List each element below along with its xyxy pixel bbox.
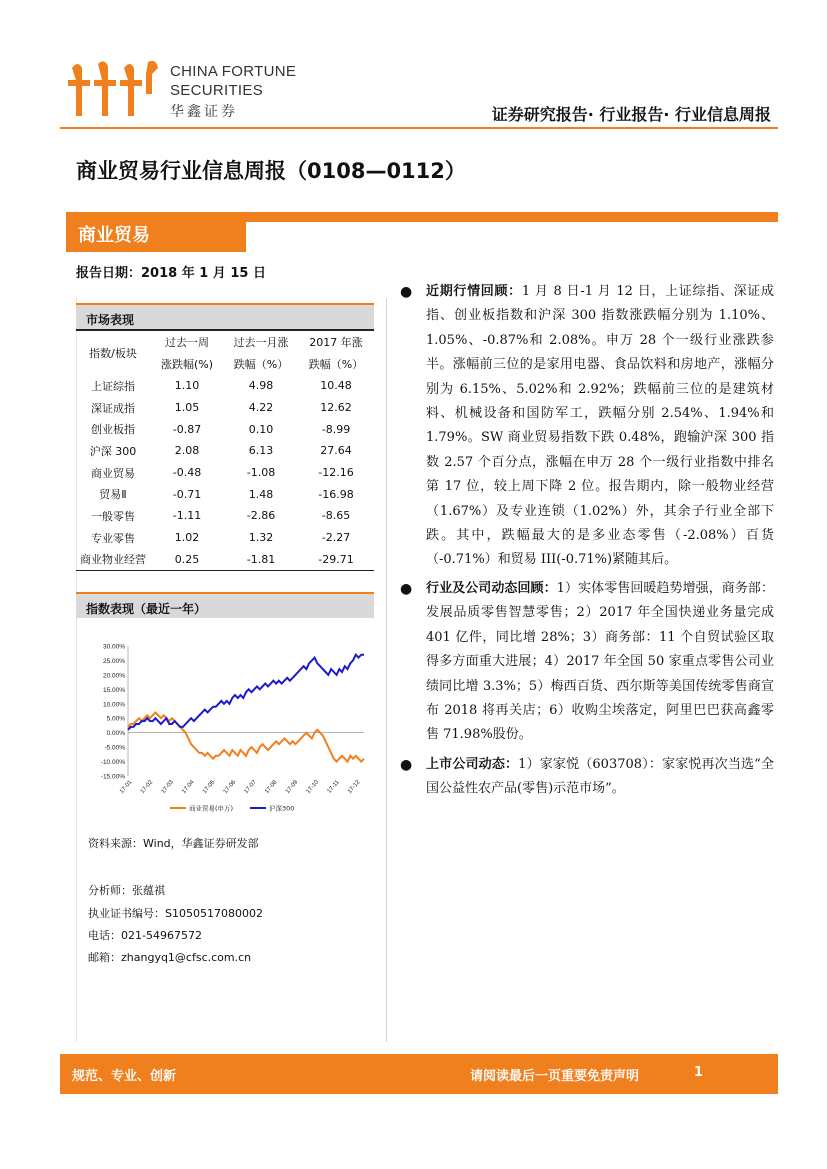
bullet-icon: ● bbox=[400, 757, 413, 773]
x-tick-label: 17-01 bbox=[119, 779, 134, 796]
page-number: 1 bbox=[694, 1065, 704, 1080]
bullet-icon: ● bbox=[400, 284, 413, 300]
y-tick-label: -10.00% bbox=[100, 759, 125, 767]
y-tick-label: 10.00% bbox=[102, 701, 125, 709]
legend-label: 沪深300 bbox=[269, 804, 295, 813]
table-header-month: 过去一月涨 bbox=[233, 336, 289, 349]
y-tick-label: 20.00% bbox=[102, 672, 125, 680]
table-row: 商业物业经营 0.25 -1.81 -29.71 bbox=[76, 549, 374, 571]
table-row: 专业零售 1.02 1.32 -2.27 bbox=[91, 531, 351, 545]
logo-text-en: CHINA FORTUNE bbox=[170, 63, 297, 80]
x-tick-label: 17-06 bbox=[222, 779, 238, 796]
table-header-month-2: 跌幅（%） bbox=[233, 358, 289, 371]
analyst-cert: 执业证书编号：S1050517080002 bbox=[88, 907, 263, 920]
analyst-name: 分析师：张蕴祺 bbox=[88, 884, 165, 897]
series-line bbox=[128, 655, 364, 730]
legend-label: 商业贸易(申万) bbox=[189, 804, 234, 813]
x-tick-label: 17-12 bbox=[347, 779, 362, 796]
sector-banner bbox=[66, 212, 778, 252]
table-header-year: 2017 年涨 bbox=[309, 336, 363, 349]
bullet-industry-news: 行业及公司动态回顾：1）实体零售回暖趋势增强，商务部：发展品质零售智慧零售；2）2017 年全国快递业务量完成 401 亿件，同比增 28%；3）商务部：11 个自贸试验区取得多方面重大进展；4）2017 年全国 50 家重点零售公司业绩同比增 3.3%；5）梅西百货、西尔斯等美国传统零售商宣布 2018 将再关店；6）收购尘埃落定，阿里巴巴获高鑫零售 71.98%股份。 bbox=[426, 581, 774, 743]
table-row: 上证综指 1.10 4.98 10.48 bbox=[91, 379, 352, 393]
market-table bbox=[76, 331, 374, 571]
x-tick-label: 17-04 bbox=[181, 779, 196, 796]
table-row: 深证成指 1.05 4.22 12.62 bbox=[91, 401, 352, 415]
market-section-title: 市场表现 bbox=[76, 303, 374, 329]
index-line-chart bbox=[82, 636, 372, 821]
table-row: 创业板指 -0.87 0.10 -8.99 bbox=[91, 422, 351, 437]
header-divider bbox=[60, 127, 778, 129]
table-row: 商业贸易 -0.48 -1.08 -12.16 bbox=[91, 466, 354, 480]
y-tick-label: 30.00% bbox=[102, 643, 125, 651]
table-header-year-2: 跌幅（%） bbox=[308, 358, 364, 371]
data-source: 资料来源：Wind，华鑫证券研发部 bbox=[88, 837, 259, 850]
logo-text-cn: 华鑫证券 bbox=[170, 104, 238, 120]
table-row: 沪深 300 2.08 6.13 27.64 bbox=[89, 444, 352, 458]
y-tick-label: -5.00% bbox=[104, 744, 125, 752]
footer-disclaimer-link: 请阅读最后一页重要免责声明 bbox=[470, 1069, 640, 1084]
bullet-company-news: 上市公司动态：1）家家悦（603708）：家家悦再次当选“全国公益性农产品(零售)示范市场”。 bbox=[426, 757, 774, 797]
index-section-title: 指数表现（最近一年） bbox=[76, 592, 374, 618]
y-tick-label: 25.00% bbox=[102, 657, 125, 665]
x-tick-label: 17-11 bbox=[326, 779, 341, 795]
report-type: 证券研究报告· 行业报告· 行业信息周报 bbox=[491, 105, 771, 124]
table-header-index: 指数/板块 bbox=[89, 347, 137, 360]
y-tick-label: 5.00% bbox=[106, 715, 125, 723]
company-logo-icon bbox=[68, 60, 160, 118]
series-line bbox=[128, 712, 364, 761]
x-tick-label: 17-07 bbox=[243, 779, 258, 796]
footer-slogan: 规范、专业、创新 bbox=[72, 1069, 177, 1084]
analyst-email: 邮箱：zhangyq1@cfsc.com.cn bbox=[88, 951, 252, 964]
table-row: 一般零售 -1.11 -2.86 -8.65 bbox=[91, 509, 351, 523]
x-tick-label: 17-05 bbox=[201, 779, 217, 796]
report-date: 报告日期：2018 年 1 月 15 日 bbox=[76, 266, 266, 281]
y-tick-label: 15.00% bbox=[102, 686, 125, 694]
table-header-week: 过去一周 bbox=[165, 336, 209, 349]
sector-label: 商业贸易 bbox=[78, 225, 150, 246]
bullet-market-review: 近期行情回顾：1 月 8 日-1 月 12 日，上证综指、深证成指、创业板指数和沪深 300 指数涨跌幅分别为 1.10%、1.05%、-0.87%和 2.08%。申万 28 个一级行业涨跌参半。涨幅前三位的是家用电器、食品饮料和房地产，涨幅分别为 6.15%、5.02%和 2.92%；跌幅前三位的是建筑材料、机械设备和国防军工，跌幅分别 2.54%、1.94%和 1.79%。SW 商业贸易指数下跌 0.48%，跑输沪深 300 指数 2.57 个百分点，涨幅在申万 28 个一级行业指数中排名第 17 位，较上周下降 2 位。报告期内，除一般物业经营（1.67%）及专业连锁（1.02%）外，其余子行业全部下跌。其中，跌幅最大的是多业态零售（-2.08%）百货（-0.71%）和贸易 III(-0.71%)紧随其后。 bbox=[426, 284, 774, 568]
table-header-week-2: 涨跌幅(%) bbox=[160, 358, 214, 371]
x-tick-label: 17-03 bbox=[160, 779, 175, 796]
y-tick-label: 0.00% bbox=[106, 730, 125, 738]
table-row: 贸易Ⅱ -0.71 1.48 -16.98 bbox=[99, 487, 354, 502]
page-title: 商业贸易行业信息周报（0108—0112） bbox=[76, 159, 466, 183]
y-tick-label: -15.00% bbox=[100, 773, 125, 781]
logo-text-en-2: SECURITIES bbox=[170, 82, 264, 99]
x-tick-label: 17-08 bbox=[264, 779, 279, 796]
analyst-phone: 电话：021-54967572 bbox=[88, 929, 202, 942]
x-tick-label: 17-09 bbox=[284, 779, 300, 796]
x-tick-label: 17-02 bbox=[139, 779, 155, 796]
bullet-icon: ● bbox=[400, 581, 413, 597]
x-tick-label: 17-10 bbox=[305, 779, 321, 796]
